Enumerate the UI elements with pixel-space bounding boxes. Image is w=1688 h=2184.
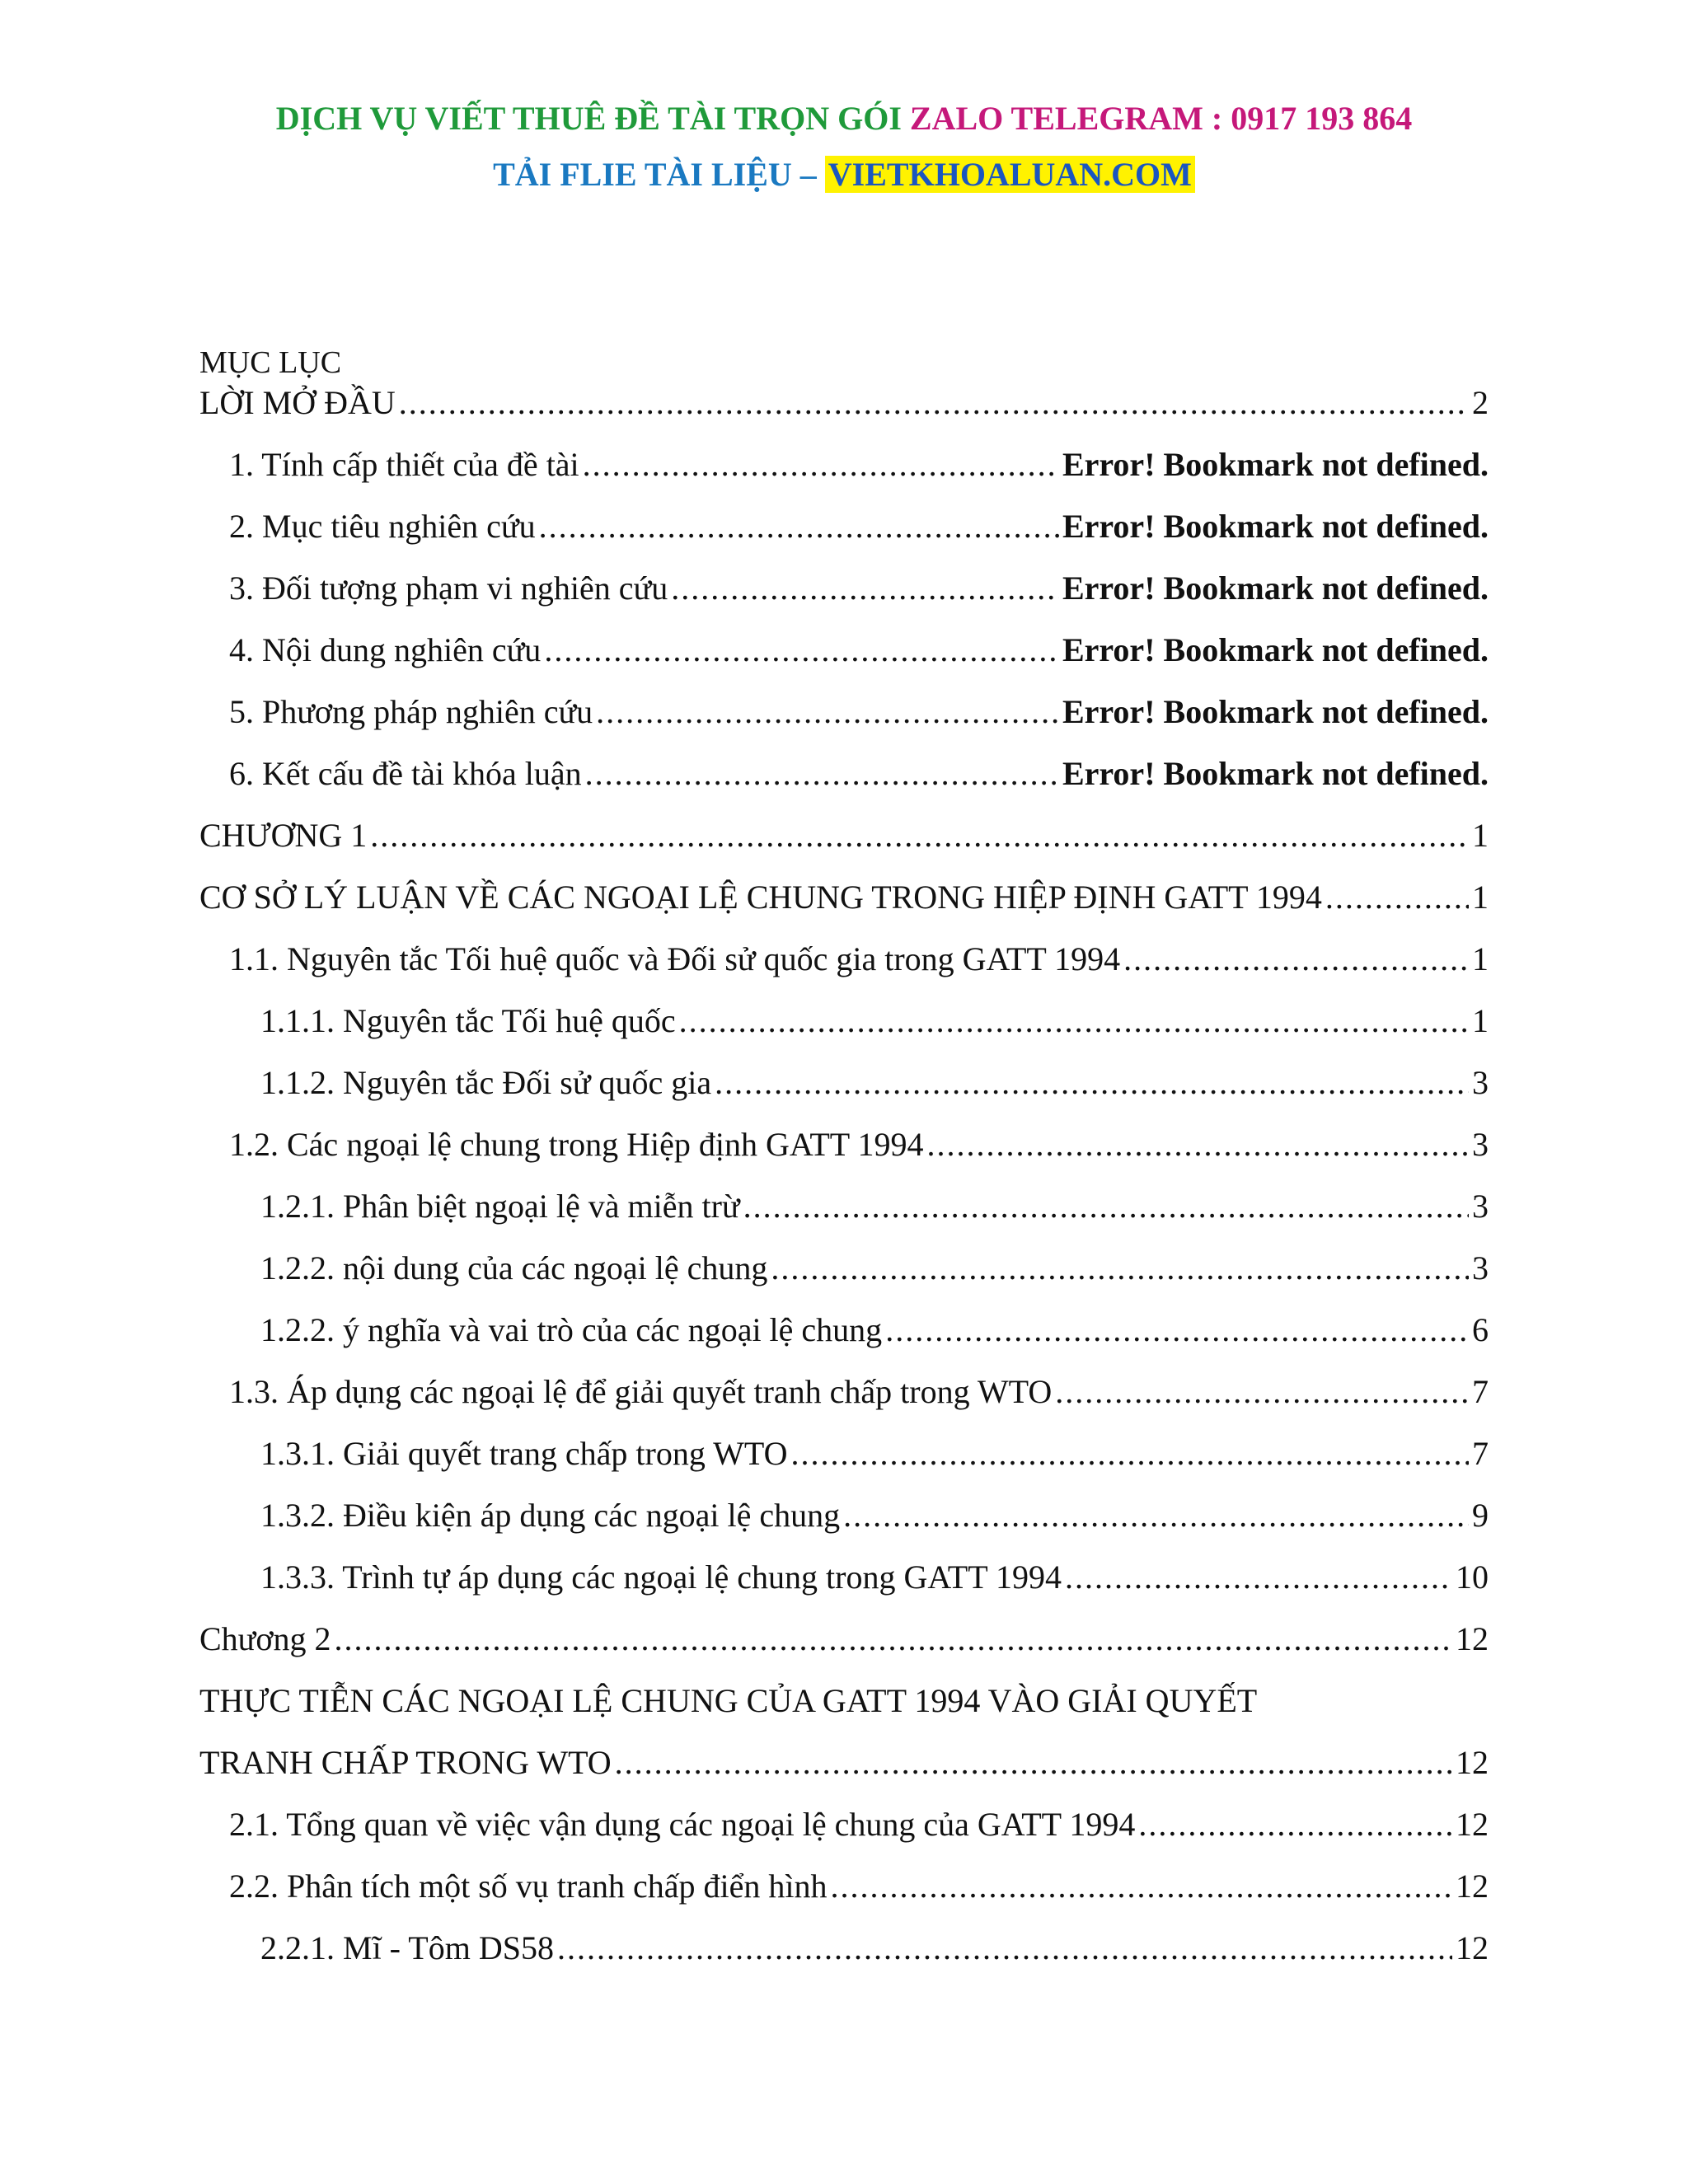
toc-page-error: Error! Bookmark not defined. <box>1062 693 1489 730</box>
toc-leader <box>1055 1371 1469 1413</box>
toc-page-number: 7 <box>1472 1435 1489 1472</box>
toc-entry-text: 6. Kết cấu đề tài khóa luận <box>229 755 582 792</box>
toc-leader <box>771 1247 1469 1290</box>
toc-page-number: 1 <box>1472 879 1489 916</box>
toc-page-error: Error! Bookmark not defined. <box>1062 508 1489 545</box>
toc-page-number: 1 <box>1472 940 1489 977</box>
toc-entry-text: 1.3.1. Giải quyết trang chấp trong WTO <box>260 1435 788 1472</box>
toc-page-number: 9 <box>1472 1497 1489 1534</box>
toc-page-number: 1 <box>1472 1002 1489 1039</box>
toc-entry[interactable] <box>229 938 1489 981</box>
toc-entry-text: 1.1.2. Nguyên tắc Đối sử quốc gia <box>260 1064 712 1101</box>
toc-leader <box>583 443 1059 486</box>
toc-page-number: 3 <box>1472 1188 1489 1225</box>
toc-entry-text: 3. Đối tượng phạm vi nghiên cứu <box>229 569 668 607</box>
toc-entry[interactable] <box>229 567 1489 610</box>
toc-entry[interactable] <box>260 1000 1489 1043</box>
toc-leader <box>615 1741 1452 1784</box>
toc-leader <box>539 505 1059 548</box>
toc-entry[interactable] <box>260 1494 1489 1537</box>
toc-entry[interactable] <box>229 1803 1489 1846</box>
toc-leader <box>335 1618 1452 1661</box>
toc-leader <box>1138 1803 1452 1846</box>
toc-page-number: 3 <box>1472 1064 1489 1101</box>
toc-entry-text: TRANH CHẤP TRONG WTO <box>199 1744 612 1781</box>
toc-entry-text: 1.2. Các ngoại lệ chung trong Hiệp định GATT 1994 <box>229 1126 924 1163</box>
toc-entry[interactable] <box>199 1741 1489 1784</box>
toc-leader <box>1325 876 1469 919</box>
toc-page-number: 10 <box>1456 1558 1489 1596</box>
toc-page-number: 3 <box>1472 1249 1489 1286</box>
toc-entry-text: 2.1. Tổng quan về việc vận dụng các ngoại lệ chung của GATT 1994 <box>229 1806 1136 1843</box>
toc-page-number: 3 <box>1472 1126 1489 1163</box>
toc-entry[interactable] <box>229 691 1489 733</box>
header-download-line <box>0 155 1688 194</box>
header-contact-text: ZALO TELEGRAM : 0917 193 864 <box>909 100 1413 137</box>
toc-leader <box>1065 1556 1452 1599</box>
toc-leader <box>926 1123 1469 1166</box>
toc-entry-text: 1.1. Nguyên tắc Tối huệ quốc và Đối sử quốc gia trong GATT 1994 <box>229 940 1121 977</box>
toc-entry[interactable] <box>229 443 1489 486</box>
toc-page-error: Error! Bookmark not defined. <box>1062 631 1489 668</box>
toc-entry-text: 2. Mục tiêu nghiên cứu <box>229 508 536 545</box>
toc-leader <box>399 382 1469 424</box>
toc-page-number: 12 <box>1456 1929 1489 1966</box>
header-service-text: DỊCH VỤ VIẾT THUÊ ĐỀ TÀI TRỌN GÓI <box>275 100 910 137</box>
toc-entry-text: 1.3. Áp dụng các ngoại lệ để giải quyết tranh chấp trong WTO <box>229 1373 1053 1410</box>
toc-entry[interactable] <box>229 752 1489 795</box>
toc-leader <box>679 1000 1469 1043</box>
toc-entry[interactable] <box>199 814 1489 857</box>
header-service-line <box>0 99 1688 138</box>
toc-leader <box>830 1865 1452 1908</box>
toc-leader <box>715 1062 1469 1104</box>
toc-entry-wrapped-line[interactable]: THỰC TIỄN CÁC NGOẠI LỆ CHUNG CỦA GATT 1994 VÀO GIẢI QUYẾT <box>199 1682 1258 1719</box>
toc-entry-text: LỜI MỞ ĐẦU <box>199 384 396 421</box>
toc-entry[interactable] <box>229 1123 1489 1166</box>
header-website-link[interactable]: VIETKHOALUAN.COM <box>825 156 1195 193</box>
toc-entry-text: Chương 2 <box>199 1620 331 1657</box>
toc-entry[interactable] <box>260 1185 1489 1228</box>
toc-leader <box>544 629 1059 672</box>
toc-page-error: Error! Bookmark not defined. <box>1062 569 1489 607</box>
toc-entry[interactable] <box>260 1247 1489 1290</box>
toc-entry[interactable] <box>260 1927 1489 1970</box>
toc-leader <box>596 691 1059 733</box>
toc-entry-text: 2.2. Phân tích một số vụ tranh chấp điển hình <box>229 1868 828 1905</box>
toc-page-number: 2 <box>1472 384 1489 421</box>
toc-entry-text: 1.3.3. Trình tự áp dụng các ngoại lệ chung trong GATT 1994 <box>260 1558 1062 1596</box>
toc-page-number: 6 <box>1472 1311 1489 1348</box>
toc-entry[interactable] <box>229 629 1489 672</box>
toc-entry-text: 1.3.2. Điều kiện áp dụng các ngoại lệ chung <box>260 1497 841 1534</box>
toc-page-number: 12 <box>1456 1806 1489 1843</box>
toc-entry-text: CHƯƠNG 1 <box>199 817 368 854</box>
header-download-text: TẢI FLIE TÀI LIỆU – <box>493 156 825 193</box>
toc-page-number: 7 <box>1472 1373 1489 1410</box>
toc-leader <box>557 1927 1452 1970</box>
toc-page-error: Error! Bookmark not defined. <box>1062 755 1489 792</box>
toc-entry[interactable] <box>199 382 1489 424</box>
toc-page-number: 12 <box>1456 1744 1489 1781</box>
toc-entry[interactable] <box>260 1432 1489 1475</box>
toc-entry[interactable] <box>229 1371 1489 1413</box>
toc-entry-text: 5. Phương pháp nghiên cứu <box>229 693 593 730</box>
toc-page-number: 1 <box>1472 817 1489 854</box>
toc-entry-text: 1.2.2. ý nghĩa và vai trò của các ngoại lệ chung <box>260 1311 883 1348</box>
toc-entry[interactable] <box>229 505 1489 548</box>
toc-entry[interactable] <box>199 876 1489 919</box>
toc-entry-text: 1.2.2. nội dung của các ngoại lệ chung <box>260 1249 768 1286</box>
toc-entry[interactable] <box>260 1309 1489 1352</box>
toc-leader <box>370 814 1469 857</box>
toc-entry-text: 2.2.1. Mĩ - Tôm DS58 <box>260 1929 554 1966</box>
toc-leader <box>1123 938 1469 981</box>
toc-entry-text: CƠ SỞ LÝ LUẬN VỀ CÁC NGOẠI LỆ CHUNG TRONG HIỆP ĐỊNH GATT 1994 <box>199 879 1322 916</box>
toc-leader <box>743 1185 1469 1228</box>
toc-title: MỤC LỤC <box>199 345 342 380</box>
toc-leader <box>885 1309 1469 1352</box>
toc-entry[interactable] <box>199 1618 1489 1661</box>
toc-leader <box>843 1494 1469 1537</box>
toc-entry[interactable] <box>260 1556 1489 1599</box>
toc-entry-text: 1. Tính cấp thiết của đề tài <box>229 446 579 483</box>
toc-entry[interactable] <box>229 1865 1489 1908</box>
toc-entry[interactable] <box>260 1062 1489 1104</box>
toc-entry-text: 1.2.1. Phân biệt ngoại lệ và miễn trừ <box>260 1188 740 1225</box>
toc-leader <box>791 1432 1470 1475</box>
toc-leader <box>671 567 1059 610</box>
toc-leader <box>585 752 1059 795</box>
toc-page-error: Error! Bookmark not defined. <box>1062 446 1489 483</box>
toc-page-number: 12 <box>1456 1620 1489 1657</box>
toc-page-number: 12 <box>1456 1868 1489 1905</box>
toc-entry-text: 4. Nội dung nghiên cứu <box>229 631 542 668</box>
toc-entry-text: 1.1.1. Nguyên tắc Tối huệ quốc <box>260 1002 676 1039</box>
